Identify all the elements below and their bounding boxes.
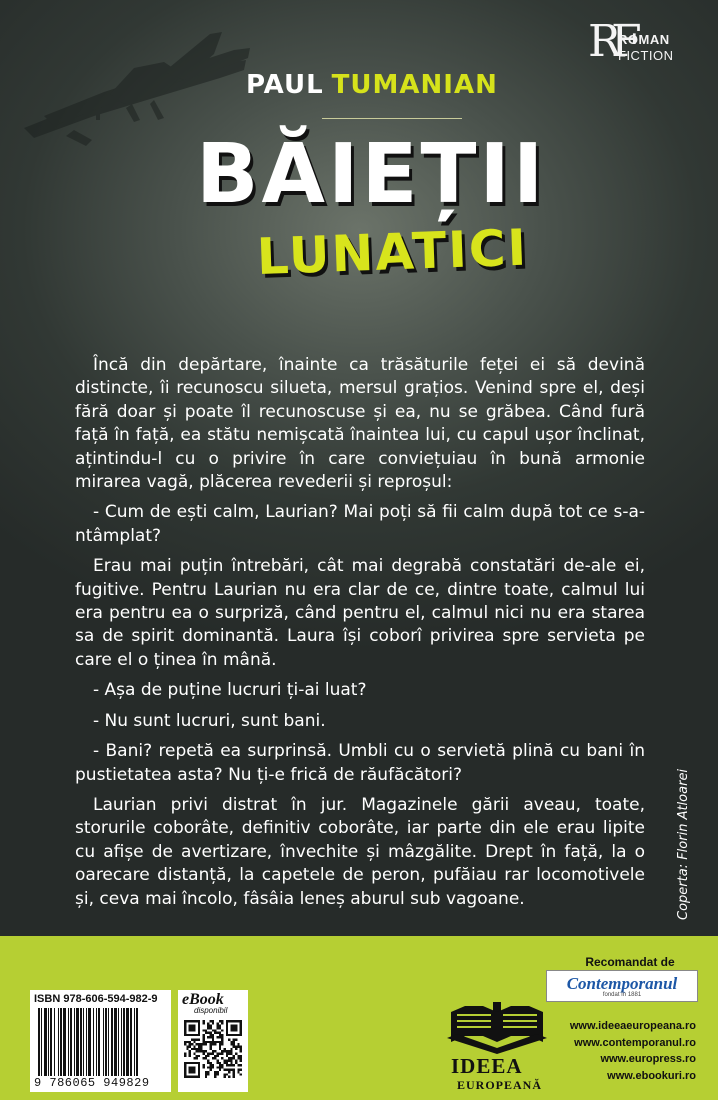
- author-first-name: PAUL: [246, 70, 324, 100]
- recommendation-label: Recomandat de: [585, 955, 675, 969]
- open-book-icon: [443, 998, 551, 1054]
- ebook-subtitle: disponibil: [194, 1006, 228, 1015]
- ebook-badge: [178, 990, 248, 1092]
- blurb-paragraph: Încă din depărtare, înainte ca trăsăturile feței ei să devină distincte, îi recunoscu silueta, mersul grațios. Venind spre el, deși fără doar și poate îl recunoscuse și ea, nu se grăbea. Când fură față în față, ea stătu nemișcată înaintea lui, cu capul ușor înclinat, ațintindu-l cu o privire în care conviețuiau în bună armonie mirarea vagă, plăcerea revederii și reproșul:: [75, 355, 645, 493]
- cover-credit: [676, 760, 696, 920]
- rf-logo-letters: RF: [588, 16, 632, 67]
- isbn-label: ISBN 978-606-594-982-9: [34, 993, 158, 1005]
- blurb-text: [75, 354, 645, 918]
- imprint-line-roman: ROMAN: [618, 32, 670, 47]
- qr-code-icon: [184, 1020, 242, 1078]
- publisher-logo: [443, 998, 551, 1092]
- publisher-name: IDEEA: [451, 1054, 523, 1078]
- contemporanul-name: Contemporanul: [566, 974, 678, 993]
- imprint-line-fiction: FICTION: [618, 48, 674, 63]
- contemporanul-logo: [546, 970, 698, 1002]
- ebook-title: eBook: [182, 991, 224, 1008]
- blurb-paragraph: - Cum de ești calm, Laurian? Mai poți să fii calm după tot ce s-a-ntâmplat?: [75, 502, 645, 546]
- blurb-paragraph: Laurian privi distrat în jur. Magazinele gării aveau, toate, storurile coborâte, definitiv coborâte, iar parte din ele erau lipite cu afișe de avertizare, învechite și mâzgălite. Drept în față, la o oarecare distanță, la capetele de peron, pufăiau rar locomotivele și, ceva mai încolo, fâsâia leneș aburul sub vagoane.: [75, 794, 645, 909]
- author-name: [246, 70, 498, 100]
- book-subtitle: LUNATICI: [255, 218, 530, 286]
- roman-fiction-logo: [588, 16, 688, 70]
- author-divider: [322, 118, 462, 119]
- website-link[interactable]: www.contemporanul.ro: [574, 1036, 696, 1049]
- website-link[interactable]: www.ideeaeuropeana.ro: [569, 1020, 696, 1032]
- cover-credit-text: Coperta: Florin Atloarei: [676, 768, 691, 920]
- bottom-band: [0, 936, 718, 1100]
- blurb-paragraph: Erau mai puțin întrebări, cât mai degrabă constatări de-ale ei, fugitive. Pentru Laurian nu era clar de ce, dintre toate, calmul lui era pentru ea o surpriză, când pentru el, calmul nici nu era starea sa de spirit dominantă. Laura își coborî privirea spre servieta pe care el o ținea în mână.: [75, 556, 645, 670]
- blurb-paragraph: - Bani? repetă ea surprinsă. Umbli cu o servietă plină cu bani în pustietatea asta? Nu ți-e frică de răufăcători?: [75, 741, 645, 785]
- author-last-name: TUMANIAN: [331, 70, 498, 100]
- blurb-paragraph: - Nu sunt lucruri, sunt bani.: [93, 710, 326, 731]
- contemporanul-since: fondat în 1881: [602, 992, 642, 998]
- barcode-icon: [36, 1008, 166, 1076]
- publisher-subname: EUROPEANĂ: [457, 1078, 543, 1092]
- book-title: BĂIEȚII: [196, 127, 547, 222]
- isbn-barcode: [30, 990, 171, 1092]
- website-link[interactable]: www.europress.ro: [600, 1053, 696, 1065]
- website-link[interactable]: www.ebookuri.ro: [607, 1069, 696, 1082]
- ean-digits: 9 786065 949829: [34, 1076, 150, 1090]
- blurb-paragraph: - Așa de puține lucruri ți-ai luat?: [93, 680, 367, 701]
- website-list: [540, 1018, 696, 1084]
